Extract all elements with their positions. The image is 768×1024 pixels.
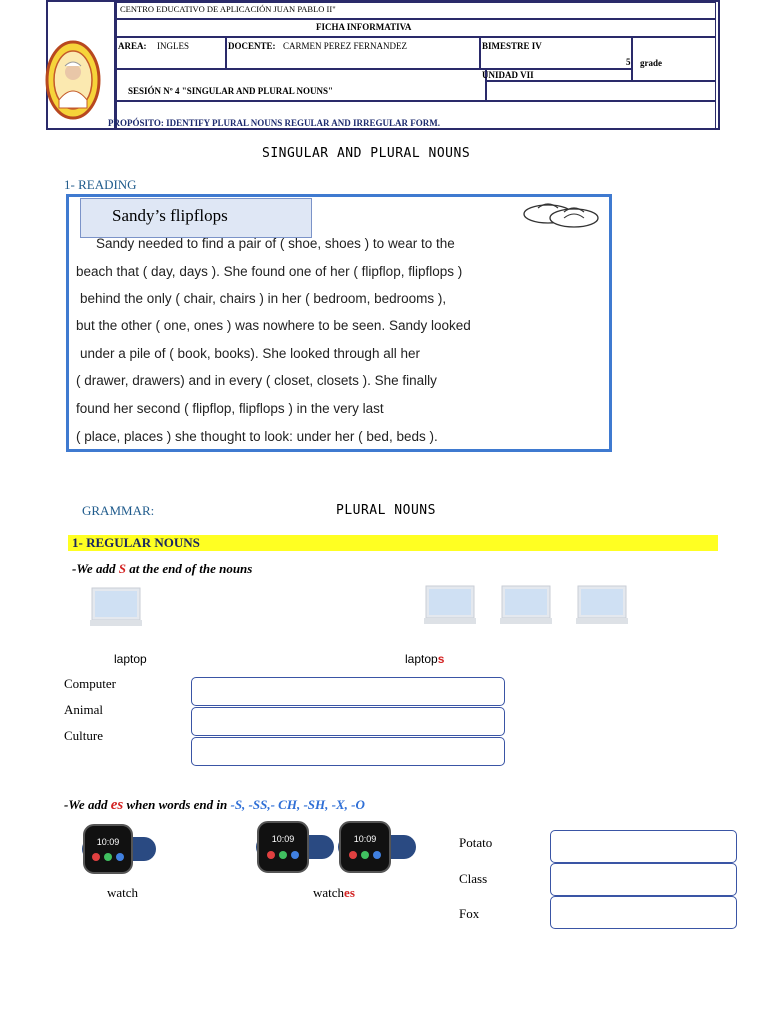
rule-letter-s: S xyxy=(118,561,126,576)
story-line: behind the only ( chair, chairs ) in her ( bedroom, bedrooms ), xyxy=(80,291,447,306)
rule-letters-es: es xyxy=(110,797,124,813)
story-line: under a pile of ( book, books). She looked through all her xyxy=(80,346,420,361)
exercise-word: Animal xyxy=(64,702,103,717)
watch-time: 10:09 xyxy=(271,834,295,844)
rule-add-es xyxy=(64,797,365,814)
answer-box-class[interactable] xyxy=(550,863,737,896)
term-label: BIMESTRE IV xyxy=(482,41,542,51)
laptop-icon xyxy=(88,586,144,630)
story-line: beach that ( day, days ). She found one of her ( flipflop, flipflops ) xyxy=(76,264,463,279)
area-label: AREA: xyxy=(118,41,147,51)
rule-add-es-prefix: -We add xyxy=(64,797,111,812)
main-title: SINGULAR AND PLURAL NOUNS xyxy=(262,146,471,161)
story-line: found her second ( flipflop, flipflops ) in the very last xyxy=(76,401,384,416)
smartwatch-icon xyxy=(82,823,156,875)
purpose: PROPÓSITO: IDENTIFY PLURAL NOUNS REGULAR AND IRREGULAR FORM. xyxy=(108,118,441,128)
laptop-icon xyxy=(422,584,478,628)
unit-label: UNIDAD VII xyxy=(482,70,534,80)
sheet-title: FICHA INFORMATIVA xyxy=(316,22,412,32)
example-laptop-plural-base: laptop xyxy=(405,652,438,666)
watch-time: 10:09 xyxy=(353,834,377,844)
example-laptop-singular: laptop xyxy=(114,652,147,666)
story-title: Sandy’s flipflops xyxy=(112,206,228,225)
exercise-word: Class xyxy=(459,871,488,886)
watch-time: 10:09 xyxy=(96,837,120,847)
laptop-icon xyxy=(574,584,630,628)
exercise-word: Culture xyxy=(64,728,103,743)
example-watch-singular: watch xyxy=(107,885,139,900)
answer-box-potato[interactable] xyxy=(550,830,737,863)
school-logo-icon xyxy=(44,38,102,122)
example-laptop-plural-suffix: s xyxy=(437,652,445,666)
answer-box-computer[interactable] xyxy=(191,677,505,706)
smartwatch-icon xyxy=(338,820,416,874)
answer-box-animal[interactable] xyxy=(191,707,505,736)
rule-add-s-suffix: at the end of the nouns xyxy=(125,561,253,576)
grammar-title: PLURAL NOUNS xyxy=(336,503,436,518)
exercise-word: Fox xyxy=(459,906,480,921)
grade-label: grade xyxy=(640,58,662,68)
rule-add-es-middle: when words end in xyxy=(123,797,231,812)
sheet-title-cell xyxy=(116,19,716,37)
example-watch-plural-suffix: es xyxy=(344,885,355,900)
rule-add-s-prefix: -We add xyxy=(72,561,119,576)
exercise-word: Potato xyxy=(459,835,493,850)
session-cell xyxy=(116,69,486,101)
story-line: but the other ( one, ones ) was nowhere to be seen. Sandy looked xyxy=(76,318,471,333)
answer-box-fox[interactable] xyxy=(550,896,737,929)
grade-number: 5 xyxy=(626,57,631,67)
example-watch-plural-base: watch xyxy=(313,885,345,900)
story-line: ( place, places ) she thought to look: under her ( bed, beds ). xyxy=(76,429,438,444)
unit-blank-cell xyxy=(486,81,716,101)
story-line: ( drawer, drawers) and in every ( closet, closets ). She finally xyxy=(76,373,437,388)
exercise-word: Computer xyxy=(64,676,116,691)
rule-add-s xyxy=(72,561,252,577)
teacher-value: CARMEN PEREZ FERNANDEZ xyxy=(283,41,408,51)
answer-box-culture[interactable] xyxy=(191,737,505,766)
flipflops-icon xyxy=(520,196,602,234)
session-title: SESIÓN Nº 4 "SINGULAR AND PLURAL NOUNS" xyxy=(128,86,334,96)
school-name: CENTRO EDUCATIVO DE APLICACIÓN JUAN PABLO II" xyxy=(120,4,336,14)
reading-heading: 1- READING xyxy=(64,177,137,192)
grammar-label: GRAMMAR: xyxy=(82,503,155,518)
example-watch-plural xyxy=(313,885,355,901)
rule-endings: -S, -SS,- CH, -SH, -X, -O xyxy=(230,797,365,812)
area-value: INGLES xyxy=(157,41,189,51)
smartwatch-icon xyxy=(256,820,334,874)
laptop-icon xyxy=(498,584,554,628)
example-laptop-plural xyxy=(405,652,444,666)
story-line: Sandy needed to find a pair of ( shoe, shoes ) to wear to the xyxy=(96,236,455,251)
regular-nouns-heading: 1- REGULAR NOUNS xyxy=(72,535,200,550)
teacher-label: DOCENTE: xyxy=(228,41,276,51)
